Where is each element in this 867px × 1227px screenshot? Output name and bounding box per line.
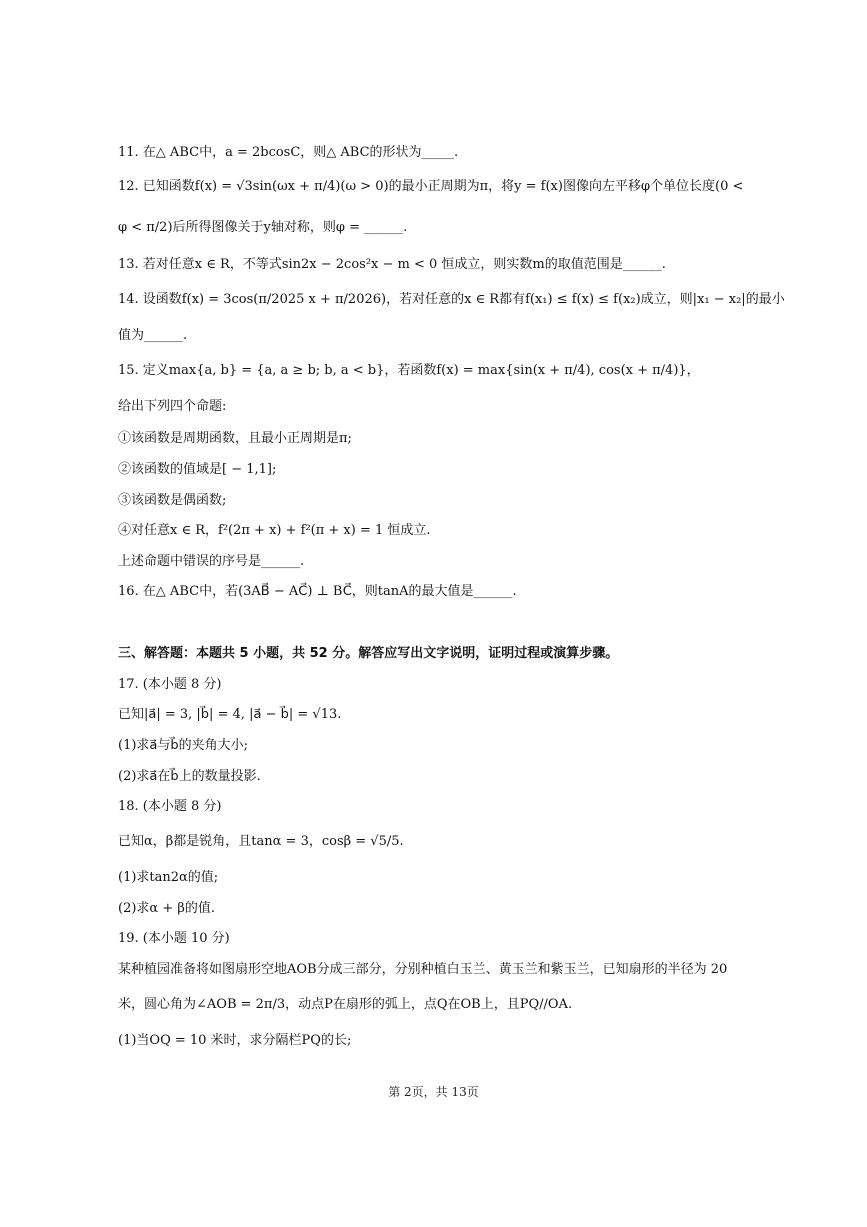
- page-footer: 第 2页，共 13页: [388, 1085, 479, 1099]
- question-19-header: 19. (本小题 10 分): [118, 931, 230, 946]
- question-19-line1: 某种植园准备将如图扇形空地AOB分成三部分，分别种植白玉兰、黄玉兰和紫玉兰，已知扇形的半径为 20: [118, 962, 728, 977]
- question-11: 11. 在△ ABC中，a = 2bcosC，则△ ABC的形状为_____.: [118, 145, 459, 160]
- question-18-line1: 已知α，β都是锐角，且tanα = 3，cosβ = √5/5.: [118, 834, 404, 849]
- question-18-header: 18. (本小题 8 分): [118, 799, 222, 814]
- question-17-part1: (1)求a⃗与b⃗的夹角大小;: [118, 738, 249, 753]
- question-17-header: 17. (本小题 8 分): [118, 677, 222, 692]
- question-14-line2: 值为______.: [118, 328, 188, 343]
- question-17-line1: 已知|a⃗| = 3, |b⃗| = 4, |a⃗ − b⃗| = √13.: [118, 707, 342, 722]
- question-15-option2: ②该函数的值域是[ − 1,1];: [118, 462, 277, 477]
- question-19-part1: (1)当OQ = 10 米时，求分隔栏PQ的长;: [118, 1033, 352, 1048]
- question-16: 16. 在△ ABC中，若(3AB⃗ − AC⃗) ⊥ BC⃗，则tanA的最大值是______.: [118, 584, 517, 599]
- question-18-part1: (1)求tan2α的值;: [118, 870, 219, 885]
- question-13: 13. 若对任意x ∈ R，不等式sin2x − 2cos²x − m < 0 恒成立，则实数m的取值范围是______.: [118, 257, 666, 272]
- question-15-line1: 15. 定义max{a, b} = {a, a ≥ b; b, a < b}，若函数f(x) = max{sin(x + π/4), cos(x + π/4)}，: [118, 363, 700, 378]
- question-15-line2: 给出下列四个命题:: [118, 399, 227, 414]
- question-17-part2: (2)求a⃗在b⃗上的数量投影.: [118, 769, 261, 784]
- question-18-part2: (2)求α + β的值.: [118, 901, 215, 916]
- question-15-option4: ④对任意x ∈ R，f²(2π + x) + f²(π + x) = 1 恒成立.: [118, 523, 431, 538]
- section-3-heading: 三、解答题：本题共 5 小题，共 52 分。解答应写出文字说明，证明过程或演算步骤。: [118, 646, 619, 661]
- question-12-line1: 12. 已知函数f(x) = √3sin(ωx + π/4)(ω > 0)的最小正周期为π，将y = f(x)图像向左平移φ个单位长度(0 <: [118, 179, 744, 194]
- question-12-line2: φ < π/2)后所得图像关于y轴对称，则φ = ______.: [118, 220, 408, 235]
- question-15-option1: ①该函数是周期函数，且最小正周期是π;: [118, 431, 352, 446]
- question-19-line2: 米，圆心角为∠AOB = 2π/3，动点P在扇形的弧上，点Q在OB上，且PQ//OA.: [118, 997, 573, 1012]
- question-15-line3: 上述命题中错误的序号是______.: [118, 554, 305, 569]
- question-15-option3: ③该函数是偶函数;: [118, 493, 227, 508]
- question-14-line1: 14. 设函数f(x) = 3cos(π/2025 x + π/2026)，若对任意的x ∈ R都有f(x₁) ≤ f(x) ≤ f(x₂)成立，则|x₁ − x₂|的最小: [118, 292, 785, 307]
